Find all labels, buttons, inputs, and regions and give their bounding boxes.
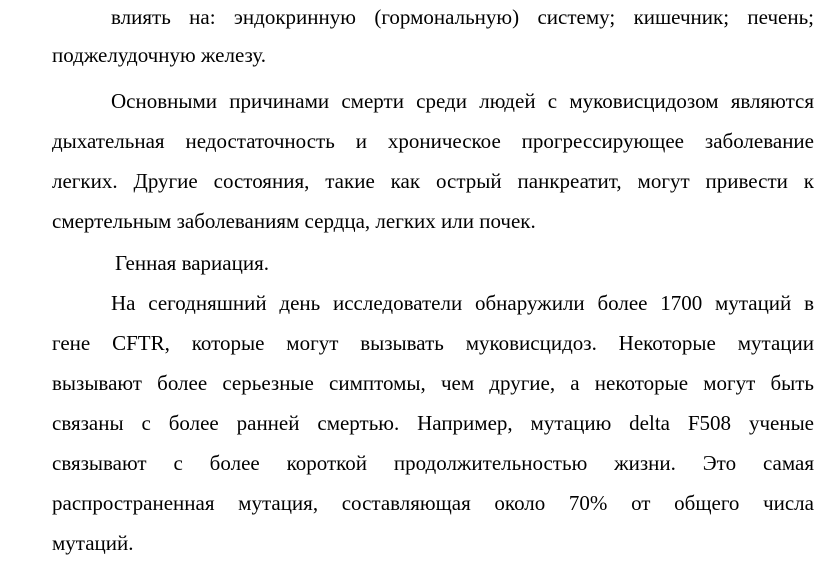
text-line: гене CFTR, которые могут вызывать муковисцидоз. Некоторые мутации	[52, 331, 814, 355]
text-line: распространенная мутация, составляющая около 70% от общего числа	[52, 491, 814, 515]
text-line: Основными причинами смерти среди людей с муковисцидозом являются	[111, 89, 814, 113]
text-line: вызывают более серьезные симптомы, чем другие, а некоторые могут быть	[52, 371, 814, 395]
text-line: легких. Другие состояния, такие как острый панкреатит, могут привести к	[52, 169, 814, 193]
text-line: связывают с более короткой продолжительностью жизни. Это самая	[52, 451, 814, 475]
text-line: смертельным заболеваниям сердца, легких или почек.	[52, 209, 536, 233]
text-line: влиять на: эндокринную (гормональную) систему; кишечник; печень;	[111, 5, 814, 29]
text-line: поджелудочную железу.	[52, 43, 267, 67]
section-heading: Генная вариация.	[115, 251, 269, 275]
text-line: На сегодняшний день исследователи обнаружили более 1700 мутаций в	[111, 291, 814, 315]
text-line: дыхательная недостаточность и хроническое прогрессирующее заболевание	[52, 129, 814, 153]
text-line: мутаций.	[52, 531, 134, 555]
text-line: связаны с более ранней смертью. Например, мутацию delta F508 ученые	[52, 411, 814, 435]
